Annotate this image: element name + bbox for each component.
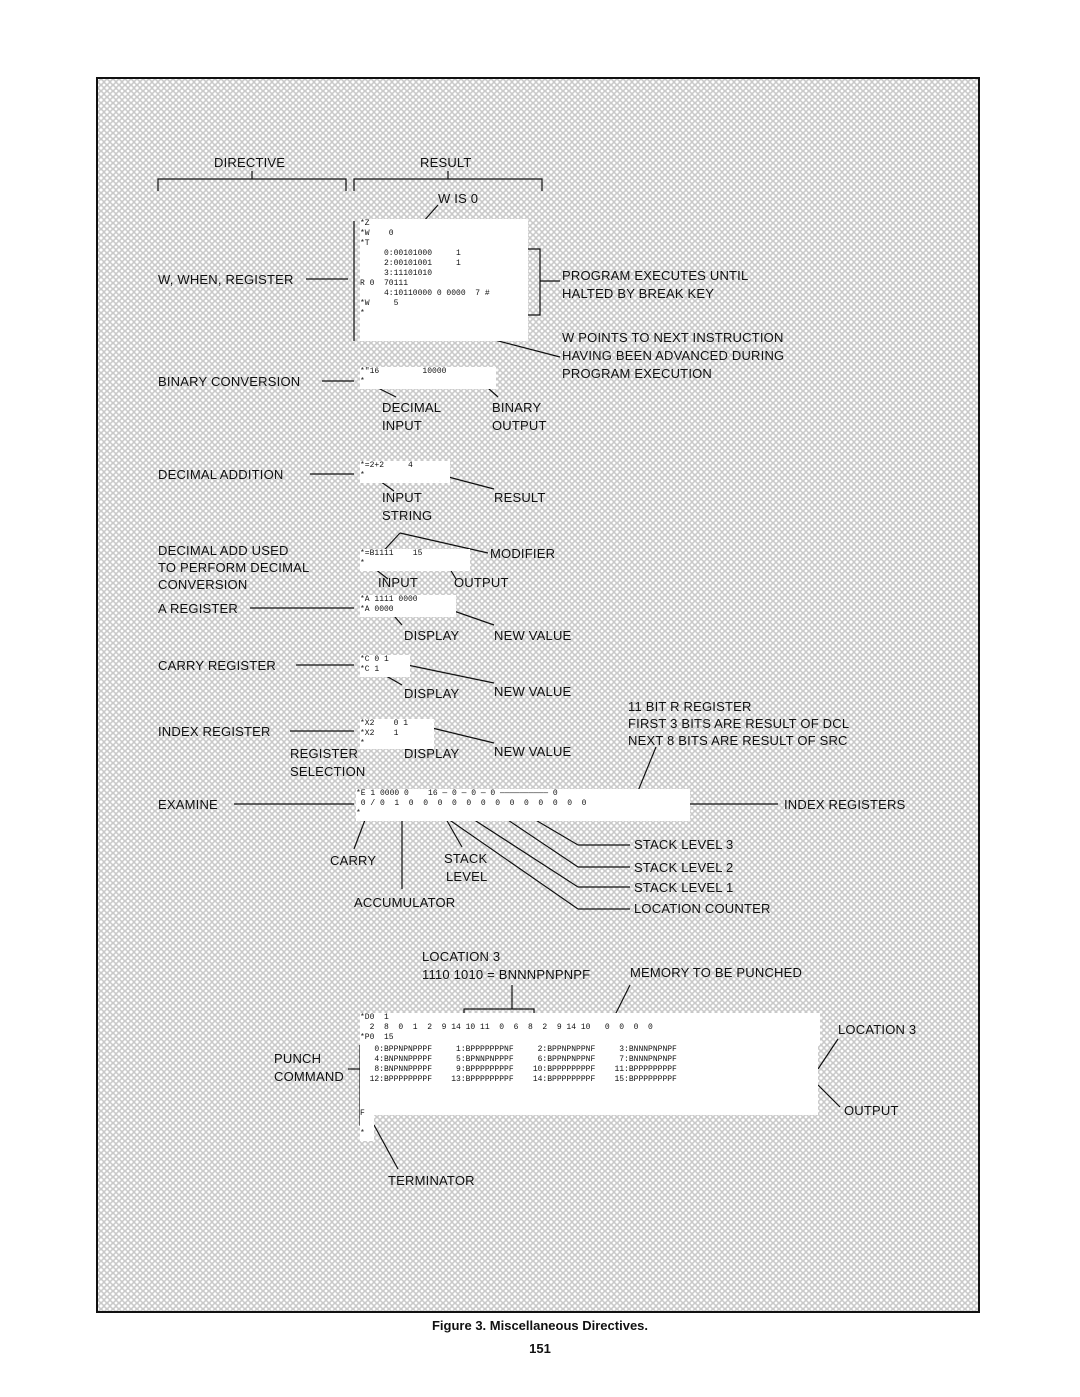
index-registers-note: INDEX REGISTERS (784, 797, 906, 812)
display-c-note: DISPLAY (404, 686, 460, 701)
decimal-add-label-3: CONVERSION (158, 577, 248, 592)
program-executes-note: PROGRAM EXECUTES UNTIL (562, 268, 749, 283)
display-a-note: DISPLAY (404, 628, 460, 643)
carry-register-label: CARRY REGISTER (158, 658, 276, 673)
accumulator-note: ACCUMULATOR (354, 895, 456, 910)
stack-level-note-1: STACK (444, 851, 488, 866)
stack-level-note-2: LEVEL (446, 869, 488, 884)
stack-level-1-note: STACK LEVEL 1 (634, 880, 734, 895)
binary-screen: *"16 10000 * (360, 367, 496, 389)
location-3-note-c: LOCATION 3 (838, 1022, 917, 1037)
result-note: RESULT (494, 490, 546, 505)
r-register-note-2: FIRST 3 BITS ARE RESULT OF DCL (628, 716, 850, 731)
modifier-note: MODIFIER (490, 546, 556, 561)
location-counter-note: LOCATION COUNTER (634, 901, 771, 916)
w-points-note-3: PROGRAM EXECUTION (562, 366, 713, 381)
index-register-label: INDEX REGISTER (158, 724, 271, 739)
input-string-note-1: INPUT (382, 490, 422, 505)
stack-level-2-note: STACK LEVEL 2 (634, 860, 734, 875)
decimal-note: DECIMAL (382, 400, 442, 415)
punch-command-label-1: PUNCH (274, 1051, 322, 1066)
input-note-3: INPUT (378, 575, 418, 590)
page-number: 151 (529, 1341, 551, 1356)
figure-caption: Figure 3. Miscellaneous Directives. (431, 1318, 649, 1333)
display-x-note: DISPLAY (404, 746, 460, 761)
examine-screen: *E 1 0000 0 16 — 0 — 0 — 0 —————————— 0 0 / 0 1 0 0 0 0 0 0 0 0 0 0 0 0 0 * (356, 789, 690, 821)
decimal-addition-label: DECIMAL ADDITION (158, 467, 284, 482)
memory-to-be-punched-note: MEMORY TO BE PUNCHED (630, 965, 803, 980)
register-selection-note-2: SELECTION (290, 764, 366, 779)
r-register-note-1: 11 BIT R REGISTER (628, 699, 752, 714)
binary-note: BINARY (492, 400, 542, 415)
new-value-c-note: NEW VALUE (494, 684, 572, 699)
punch-command-label-2: COMMAND (274, 1069, 345, 1084)
output-note: OUTPUT (492, 418, 547, 433)
input-note: INPUT (382, 418, 422, 433)
output-punch-note: OUTPUT (844, 1103, 899, 1118)
new-value-x-note: NEW VALUE (494, 744, 572, 759)
punch-end-screen: F * (360, 1109, 374, 1141)
new-value-a-note: NEW VALUE (494, 628, 572, 643)
addition-screen: *=2+2 4 * (360, 461, 450, 483)
location-3-note-a: LOCATION 3 (422, 949, 501, 964)
output-note-3: OUTPUT (454, 575, 509, 590)
input-string-note-2: STRING (382, 508, 433, 523)
w-when-register-label: W, WHEN, REGISTER (158, 272, 294, 287)
a-register-label: A REGISTER (158, 601, 239, 616)
halted-note: HALTED BY BREAK KEY (562, 286, 715, 301)
r-register-note-3: NEXT 8 BITS ARE RESULT OF SRC (628, 733, 848, 748)
wwr-screen: *Z *W 0 *T 0:00101000 1 2:00101001 1 3:11101010 R 0 70111 4:10110000 0 0000 7 # *W 5 * (360, 219, 528, 341)
punch-top-screen: *D0 1 2 8 0 1 2 9 14 10 11 0 6 8 2 9 14 10 0 0 0 0 *P0 15 (360, 1013, 820, 1045)
decimal-add-label-1: DECIMAL ADD USED (158, 543, 289, 558)
terminator-note: TERMINATOR (388, 1173, 475, 1188)
a-register-screen: *A 1111 0000 *A 0000 (360, 595, 456, 617)
result-header: RESULT (420, 155, 472, 170)
w-points-note-1: W POINTS TO NEXT INSTRUCTION (562, 330, 784, 345)
w-is-0-note: W IS 0 (438, 191, 479, 206)
examine-label: EXAMINE (158, 797, 218, 812)
decimal-add-screen: *=B1111 15 * (360, 549, 470, 571)
figure-panel (96, 77, 980, 1313)
index-register-screen: *X2 0 1 *X2 1 * (360, 719, 434, 749)
binary-conversion-label: BINARY CONVERSION (158, 374, 301, 389)
register-selection-note-1: REGISTER (290, 746, 359, 761)
location-3-note-b: 1110 1010 = BNNNPNPNPF (422, 967, 591, 982)
w-points-note-2: HAVING BEEN ADVANCED DURING (562, 348, 785, 363)
directive-header: DIRECTIVE (214, 155, 286, 170)
stack-level-3-note: STACK LEVEL 3 (634, 837, 734, 852)
punch-rows-screen: 0:BPPNPNPPPF 1:BPPPPPPPNF 2:BPPNPNPPNF 3:BNNNPNPNPF 4:BNPNNPPPPF 5:BPNNPNPPPF 6:BPPNPNPPNF 7:BNNNPNPNPF 8:BNPNNPPPPF 9:BPPPPPPPPF 10:BPPPPPPPPF 11:BPPPPPPPPF 12:BPPPPPPPPF 13:BPPPPPPPPF 14:BPPPPPPPPF 15:BPPPPPPPPF (360, 1045, 818, 1115)
carry-register-screen: *C 0 1 *C 1 (360, 655, 410, 677)
decimal-add-label-2: TO PERFORM DECIMAL (158, 560, 310, 575)
carry-note: CARRY (330, 853, 377, 868)
